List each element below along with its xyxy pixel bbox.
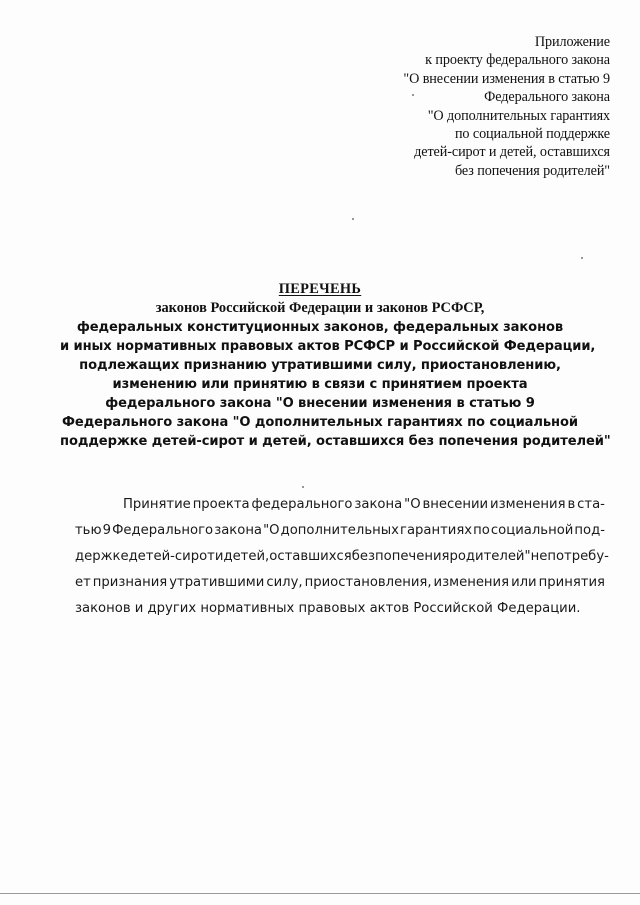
paragraph-word: внесении bbox=[422, 497, 489, 512]
paragraph-word: оставшихся bbox=[269, 549, 352, 564]
paragraph-word: "О bbox=[404, 497, 421, 512]
paragraph-word: детей-сирот bbox=[128, 549, 215, 564]
paragraph-word: детей, bbox=[223, 549, 270, 564]
scan-edge-line bbox=[0, 893, 640, 894]
paragraph-line bbox=[75, 596, 605, 622]
paragraph-word: в bbox=[567, 497, 576, 512]
paragraph-word: не bbox=[530, 549, 548, 564]
paragraph-word: без bbox=[351, 549, 375, 564]
appendix-line: Федерального закона bbox=[484, 89, 610, 106]
body-paragraph bbox=[75, 492, 609, 622]
paragraph-line bbox=[75, 570, 605, 596]
paragraph-line bbox=[75, 518, 605, 544]
paragraph-word: 9 bbox=[102, 523, 112, 538]
paragraph-word: гарантиях bbox=[400, 523, 473, 538]
heading-title: ПЕРЕЧЕНЬ bbox=[278, 281, 362, 297]
paragraph-word: Федерального bbox=[112, 523, 214, 538]
document-heading bbox=[60, 280, 611, 451]
paragraph-word: и bbox=[214, 549, 224, 564]
appendix-line: Приложение bbox=[534, 34, 610, 50]
paragraph-word: ет bbox=[75, 575, 91, 590]
paragraph-word: утратившими bbox=[169, 575, 265, 590]
paragraph-word: ста- bbox=[577, 497, 605, 512]
paragraph-word: Принятие bbox=[123, 497, 191, 512]
heading-line: федеральных конституционных законов, федеральных законов bbox=[76, 320, 564, 335]
paragraph-word: родителей" bbox=[449, 549, 531, 564]
paragraph-word: социальной bbox=[490, 523, 574, 538]
appendix-line: "О дополнительных гарантиях bbox=[427, 107, 610, 124]
paragraph-word: попечения bbox=[375, 549, 450, 564]
paragraph-word: "О bbox=[263, 523, 280, 538]
paragraph-word: изменения bbox=[490, 497, 566, 512]
scan-speck bbox=[412, 94, 414, 96]
appendix-line: к проекту федерального закона bbox=[425, 52, 610, 69]
paragraph-word: изменения bbox=[433, 575, 510, 590]
heading-line: изменению или принятию в связи с принятием проекта bbox=[112, 377, 528, 392]
paragraph-text: законов и других нормативных правовых актов Российской Федерации. bbox=[75, 601, 581, 616]
paragraph-word: держке bbox=[75, 549, 129, 564]
paragraph-word: принятия bbox=[538, 575, 605, 590]
appendix-header bbox=[250, 33, 610, 180]
paragraph-word: потребу- bbox=[547, 549, 609, 564]
heading-line: Федерального закона "О дополнительных гарантиях по социальной bbox=[62, 415, 578, 430]
paragraph-word: под- bbox=[574, 523, 605, 538]
scan-speck bbox=[581, 257, 583, 259]
heading-line: и иных нормативных правовых актов РСФСР и Российской Федерации, bbox=[60, 339, 596, 354]
paragraph-word: по bbox=[473, 523, 490, 538]
paragraph-word: тью bbox=[75, 523, 102, 538]
paragraph-word: федерального bbox=[251, 497, 353, 512]
scan-speck bbox=[352, 218, 354, 220]
appendix-line: по социальной поддержке bbox=[454, 126, 610, 143]
paragraph-line bbox=[75, 492, 605, 518]
paragraph-word: признания bbox=[92, 575, 168, 590]
paragraph-word: закона bbox=[214, 523, 263, 538]
paragraph-word: или bbox=[511, 575, 537, 590]
paragraph-word: приостановления, bbox=[304, 575, 432, 590]
appendix-line: без попечения родителей" bbox=[454, 162, 610, 179]
appendix-line: детей-сирот и детей, оставшихся bbox=[414, 144, 610, 161]
paragraph-line bbox=[75, 544, 609, 570]
paragraph-word: силу, bbox=[266, 575, 303, 590]
appendix-line: "О внесении изменения в статью 9 bbox=[403, 70, 610, 87]
scan-speck bbox=[302, 486, 304, 488]
paragraph-word: дополнительных bbox=[280, 523, 399, 538]
paragraph-word: закона bbox=[354, 497, 403, 512]
heading-line: поддержке детей-сирот и детей, оставшихся без попечения родителей" bbox=[60, 434, 611, 449]
heading-line: подлежащих признанию утратившими силу, приостановлению, bbox=[79, 358, 561, 373]
paragraph-word: проекта bbox=[192, 497, 250, 512]
heading-line: законов Российской Федерации и законов РСФСР, bbox=[155, 300, 485, 316]
heading-line: федерального закона "О внесении изменения в статью 9 bbox=[105, 396, 535, 411]
